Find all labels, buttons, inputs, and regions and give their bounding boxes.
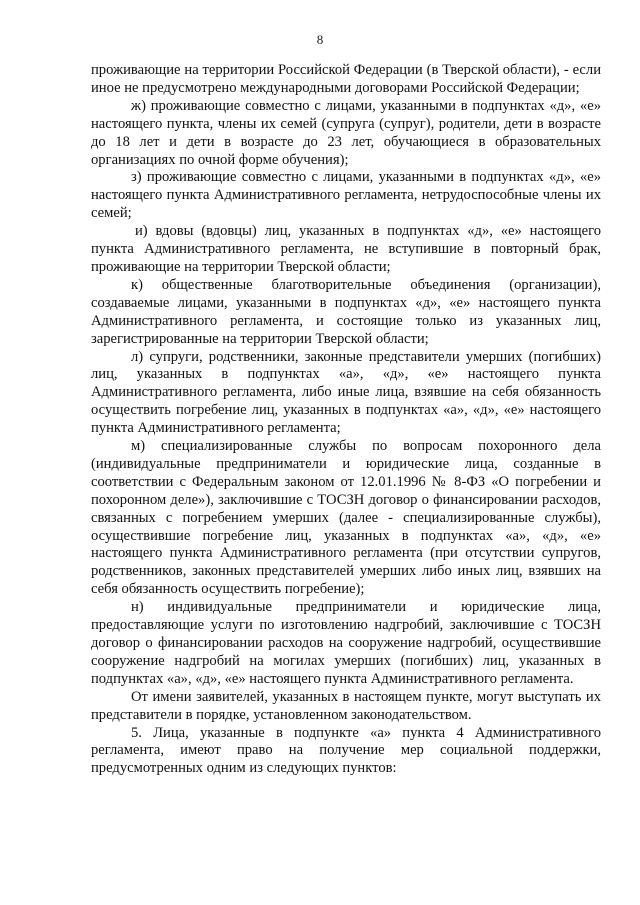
document-body — [91, 62, 601, 778]
page-number: 8 — [316, 32, 324, 47]
paragraph-item-l: л) супруги, родственники, законные представители умерших (погибших) лиц, указанных в подпунктах «а», «д», «е» настоящего пункта Административного регламента, либо иные лица, взявшие на себя обязанность осуществить погребение лиц, указанных в подпунктах «а», «д», «е» настоящего пункта Административного регламента; — [91, 348, 601, 437]
paragraph-item-zh: ж) проживающие совместно с лицами, указанными в подпунктах «д», «е» настоящего пункта, члены их семей (супруга (супруг), родители, дети в возрасте до 18 лет и дети в возрасте до 23 лет, обучающиеся в образовательных организациях по очной форме обучения); — [91, 97, 601, 168]
paragraph-item-z: з) проживающие совместно с лицами, указанными в подпунктах «д», «е» настоящего пункта Административного регламента, нетрудоспособные члены их семей; — [91, 169, 601, 222]
paragraph-item-m: м) специализированные службы по вопросам похоронного дела (индивидуальные предприниматели и юридические лица, созданные в соответствии с Федеральным законом от 12.01.1996 № 8-ФЗ «О погребении и похоронном деле»), заключившие с ТОСЗН договор о финансировании расходов, связанных с погребением умерших (далее - специализированные службы), осуществившие погребение лиц, указанных в подпунктах «а», «д», «е» настоящего пункта Административного регламента (при отсутствии супругов, родственников, законных представителей умерших либо иных лиц, взявших на себя обязанность осуществить погребение); — [91, 438, 601, 598]
paragraph-item-k: к) общественные благотворительные объединения (организации), создаваемые лицами, указанными в подпунктах «д», «е» настоящего пункта Административного регламента, и состоящие только из указанных лиц, зарегистрированные на территории Тверской области; — [91, 276, 601, 347]
paragraph-section-5: 5. Лица, указанные в подпункте «а» пункта 4 Административного регламента, имеют право на получение мер социальной поддержки, предусмотренных одним из следующих пунктов: — [91, 724, 601, 777]
paragraph-item-i: и) вдовы (вдовцы) лиц, указанных в подпунктах «д», «е» настоящего пункта Административного регламента, не вступившие в повторный брак, проживающие на территории Тверской области; — [91, 223, 601, 275]
paragraph-representatives: От имени заявителей, указанных в настоящем пункте, могут выступать их представители в порядке, установленном законодательством. — [91, 688, 601, 723]
paragraph-item-n: н) индивидуальные предприниматели и юридические лица, предоставляющие услуги по изготовлению надгробий, заключившие с ТОСЗН договор о финансировании расходов на сооружение надгробий, осуществившие сооружение надгробий на могилах умерших (погибших) лиц, указанных в подпунктах «а», «д», «е» настоящего пункта Административного регламента. — [91, 599, 601, 687]
paragraph-continuation: проживающие на территории Российской Федерации (в Тверской области), - если иное не предусмотрено международными договорами Российской Федерации; — [91, 62, 601, 96]
